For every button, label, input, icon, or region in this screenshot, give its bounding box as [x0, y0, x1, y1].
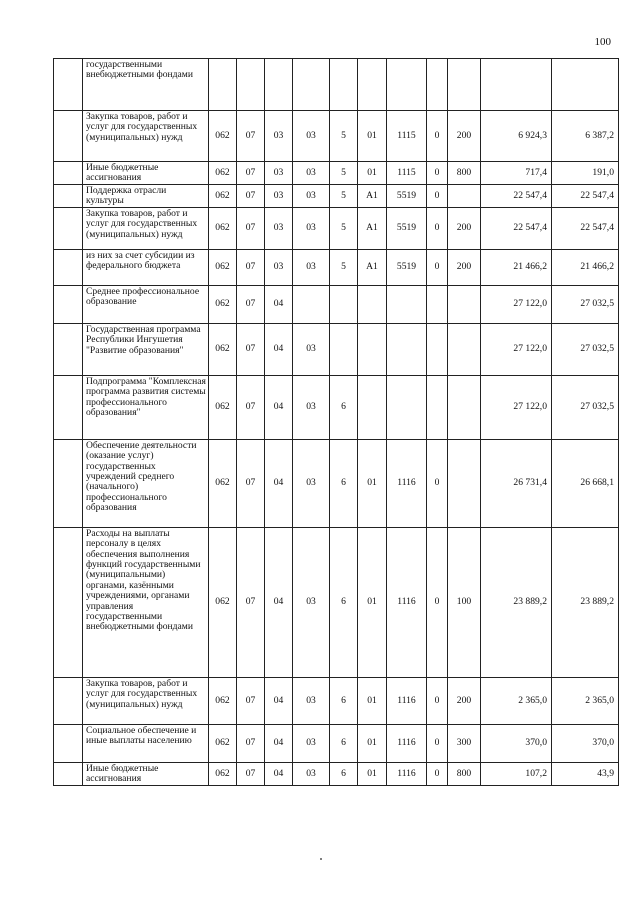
amount-cell: 22 547,4	[552, 208, 619, 250]
amount-cell: 6 924,3	[481, 111, 552, 162]
code-cell: 07	[237, 162, 265, 185]
blank-cell	[54, 286, 83, 324]
row-name-cell: Расходы на выплаты персоналу в целях обеспечения выполнения функций государственными (муниципальными) органами, казёнными учреждениями, органами управления государственными внебюджетными фондами	[83, 528, 209, 678]
code-cell: 0	[427, 185, 448, 208]
code-cell: 01	[358, 763, 387, 786]
code-cell: 062	[209, 162, 237, 185]
code-cell	[427, 59, 448, 111]
code-cell: 5519	[387, 208, 427, 250]
amount-cell: 22 547,4	[481, 208, 552, 250]
code-cell: 04	[265, 324, 293, 376]
code-cell	[330, 324, 358, 376]
code-cell: 6	[330, 528, 358, 678]
code-cell: 062	[209, 528, 237, 678]
row-name-cell: Государственная программа Республики Ингушетия "Развитие образования"	[83, 324, 209, 376]
table-row	[54, 286, 619, 324]
code-cell: 04	[265, 440, 293, 528]
table-row	[54, 162, 619, 185]
code-cell: 062	[209, 250, 237, 286]
code-cell: 07	[237, 376, 265, 440]
code-cell	[448, 185, 481, 208]
code-cell	[209, 59, 237, 111]
amount-cell	[481, 59, 552, 111]
code-cell: 07	[237, 250, 265, 286]
code-cell	[237, 59, 265, 111]
code-cell: 0	[427, 440, 448, 528]
code-cell	[448, 286, 481, 324]
budget-table	[53, 58, 619, 786]
amount-cell: 107,2	[481, 763, 552, 786]
code-cell: 07	[237, 528, 265, 678]
row-name-cell: Закупка товаров, работ и услуг для государственных (муниципальных) нужд	[83, 208, 209, 250]
code-cell: 5	[330, 250, 358, 286]
code-cell: 062	[209, 208, 237, 250]
amount-cell: 23 889,2	[481, 528, 552, 678]
amount-cell: 43,9	[552, 763, 619, 786]
code-cell: 062	[209, 324, 237, 376]
code-cell	[427, 376, 448, 440]
code-cell: 1116	[387, 763, 427, 786]
code-cell: 01	[358, 162, 387, 185]
code-cell	[293, 59, 330, 111]
amount-cell: 370,0	[552, 725, 619, 763]
code-cell: 03	[293, 111, 330, 162]
code-cell	[330, 59, 358, 111]
table-row	[54, 59, 619, 111]
table-row	[54, 324, 619, 376]
code-cell: 07	[237, 111, 265, 162]
amount-cell: 22 547,4	[481, 185, 552, 208]
code-cell	[293, 286, 330, 324]
budget-table-body	[54, 59, 619, 786]
code-cell: 03	[293, 763, 330, 786]
code-cell	[358, 324, 387, 376]
code-cell: 07	[237, 678, 265, 725]
code-cell: 07	[237, 208, 265, 250]
code-cell: 5	[330, 208, 358, 250]
code-cell: 062	[209, 678, 237, 725]
code-cell	[358, 59, 387, 111]
blank-cell	[54, 59, 83, 111]
code-cell: 07	[237, 286, 265, 324]
code-cell: 03	[265, 208, 293, 250]
amount-cell: 191,0	[552, 162, 619, 185]
code-cell: 07	[237, 185, 265, 208]
table-row	[54, 528, 619, 678]
code-cell: 6	[330, 678, 358, 725]
code-cell: 04	[265, 725, 293, 763]
code-cell: 01	[358, 440, 387, 528]
code-cell: 5	[330, 185, 358, 208]
code-cell: 1115	[387, 111, 427, 162]
code-cell: 800	[448, 162, 481, 185]
code-cell: 0	[427, 725, 448, 763]
code-cell: A1	[358, 208, 387, 250]
code-cell: 03	[293, 725, 330, 763]
code-cell: 07	[237, 763, 265, 786]
code-cell: 07	[237, 324, 265, 376]
scan-mark	[320, 858, 322, 860]
code-cell: 6	[330, 376, 358, 440]
code-cell: 04	[265, 678, 293, 725]
code-cell: 0	[427, 528, 448, 678]
amount-cell: 27 122,0	[481, 324, 552, 376]
code-cell	[387, 376, 427, 440]
code-cell	[427, 324, 448, 376]
blank-cell	[54, 440, 83, 528]
code-cell: 07	[237, 440, 265, 528]
table-row	[54, 678, 619, 725]
code-cell: 5519	[387, 250, 427, 286]
blank-cell	[54, 528, 83, 678]
code-cell: 1116	[387, 678, 427, 725]
code-cell: 5	[330, 111, 358, 162]
table-row	[54, 376, 619, 440]
code-cell: 5	[330, 162, 358, 185]
code-cell: 6	[330, 725, 358, 763]
amount-cell: 717,4	[481, 162, 552, 185]
code-cell: 300	[448, 725, 481, 763]
code-cell: 062	[209, 111, 237, 162]
code-cell: 062	[209, 763, 237, 786]
code-cell: 03	[265, 250, 293, 286]
page-number: 100	[594, 36, 611, 48]
row-name-cell: Социальное обеспечение и иные выплаты населению	[83, 725, 209, 763]
code-cell	[387, 324, 427, 376]
table-row	[54, 440, 619, 528]
code-cell	[448, 376, 481, 440]
row-name-cell: Подпрограмма "Комплексная программа развития системы профессионального образования"	[83, 376, 209, 440]
code-cell: 1116	[387, 528, 427, 678]
amount-cell: 21 466,2	[481, 250, 552, 286]
code-cell: 0	[427, 763, 448, 786]
code-cell	[448, 440, 481, 528]
code-cell: 6	[330, 440, 358, 528]
amount-cell: 6 387,2	[552, 111, 619, 162]
code-cell: 200	[448, 250, 481, 286]
code-cell: 800	[448, 763, 481, 786]
code-cell: 03	[293, 440, 330, 528]
code-cell: 03	[293, 678, 330, 725]
table-row	[54, 208, 619, 250]
code-cell: A1	[358, 185, 387, 208]
code-cell: 01	[358, 528, 387, 678]
code-cell: 1116	[387, 725, 427, 763]
code-cell: 01	[358, 725, 387, 763]
code-cell: 04	[265, 286, 293, 324]
amount-cell: 21 466,2	[552, 250, 619, 286]
code-cell: 03	[293, 208, 330, 250]
row-name-cell: государственными внебюджетными фондами	[83, 59, 209, 111]
row-name-cell: Среднее профессиональное образование	[83, 286, 209, 324]
blank-cell	[54, 678, 83, 725]
code-cell	[330, 286, 358, 324]
code-cell: A1	[358, 250, 387, 286]
code-cell: 01	[358, 678, 387, 725]
blank-cell	[54, 162, 83, 185]
code-cell	[387, 286, 427, 324]
code-cell: 200	[448, 208, 481, 250]
row-name-cell: Закупка товаров, работ и услуг для государственных (муниципальных) нужд	[83, 111, 209, 162]
row-name-cell: Иные бюджетные ассигнования	[83, 763, 209, 786]
amount-cell: 27 032,5	[552, 286, 619, 324]
amount-cell: 27 122,0	[481, 376, 552, 440]
code-cell: 03	[265, 111, 293, 162]
code-cell: 03	[293, 162, 330, 185]
code-cell: 04	[265, 763, 293, 786]
blank-cell	[54, 763, 83, 786]
blank-cell	[54, 376, 83, 440]
row-name-cell: Закупка товаров, работ и услуг для государственных (муниципальных) нужд	[83, 678, 209, 725]
amount-cell: 23 889,2	[552, 528, 619, 678]
code-cell	[448, 324, 481, 376]
code-cell: 01	[358, 111, 387, 162]
blank-cell	[54, 250, 83, 286]
code-cell: 062	[209, 286, 237, 324]
code-cell: 0	[427, 250, 448, 286]
amount-cell: 2 365,0	[552, 678, 619, 725]
code-cell: 03	[265, 185, 293, 208]
row-name-cell: Поддержка отрасли культуры	[83, 185, 209, 208]
code-cell	[358, 376, 387, 440]
code-cell: 03	[293, 324, 330, 376]
code-cell: 062	[209, 376, 237, 440]
blank-cell	[54, 111, 83, 162]
blank-cell	[54, 185, 83, 208]
code-cell	[448, 59, 481, 111]
code-cell: 1115	[387, 162, 427, 185]
code-cell	[387, 59, 427, 111]
amount-cell: 22 547,4	[552, 185, 619, 208]
code-cell: 04	[265, 376, 293, 440]
amount-cell: 2 365,0	[481, 678, 552, 725]
amount-cell: 27 122,0	[481, 286, 552, 324]
code-cell: 0	[427, 208, 448, 250]
amount-cell: 26 668,1	[552, 440, 619, 528]
row-name-cell: Обеспечение деятельности (оказание услуг) государственных учреждений среднего (начального) профессионального образования	[83, 440, 209, 528]
code-cell	[358, 286, 387, 324]
table-row	[54, 185, 619, 208]
code-cell: 03	[293, 250, 330, 286]
code-cell: 04	[265, 528, 293, 678]
blank-cell	[54, 725, 83, 763]
code-cell	[265, 59, 293, 111]
amount-cell: 370,0	[481, 725, 552, 763]
code-cell: 062	[209, 725, 237, 763]
amount-cell: 27 032,5	[552, 376, 619, 440]
code-cell: 0	[427, 162, 448, 185]
code-cell: 07	[237, 725, 265, 763]
amount-cell: 27 032,5	[552, 324, 619, 376]
code-cell: 0	[427, 111, 448, 162]
amount-cell	[552, 59, 619, 111]
code-cell: 100	[448, 528, 481, 678]
code-cell: 062	[209, 185, 237, 208]
table-row	[54, 250, 619, 286]
code-cell: 03	[293, 376, 330, 440]
code-cell: 062	[209, 440, 237, 528]
code-cell: 03	[293, 185, 330, 208]
row-name-cell: Иные бюджетные ассигнования	[83, 162, 209, 185]
code-cell: 1116	[387, 440, 427, 528]
code-cell: 200	[448, 678, 481, 725]
table-row	[54, 763, 619, 786]
code-cell: 200	[448, 111, 481, 162]
code-cell: 5519	[387, 185, 427, 208]
blank-cell	[54, 324, 83, 376]
code-cell: 03	[265, 162, 293, 185]
table-row	[54, 111, 619, 162]
row-name-cell: из них за счет субсидии из федерального бюджета	[83, 250, 209, 286]
code-cell: 6	[330, 763, 358, 786]
blank-cell	[54, 208, 83, 250]
code-cell	[427, 286, 448, 324]
table-row	[54, 725, 619, 763]
code-cell: 0	[427, 678, 448, 725]
amount-cell: 26 731,4	[481, 440, 552, 528]
code-cell: 03	[293, 528, 330, 678]
